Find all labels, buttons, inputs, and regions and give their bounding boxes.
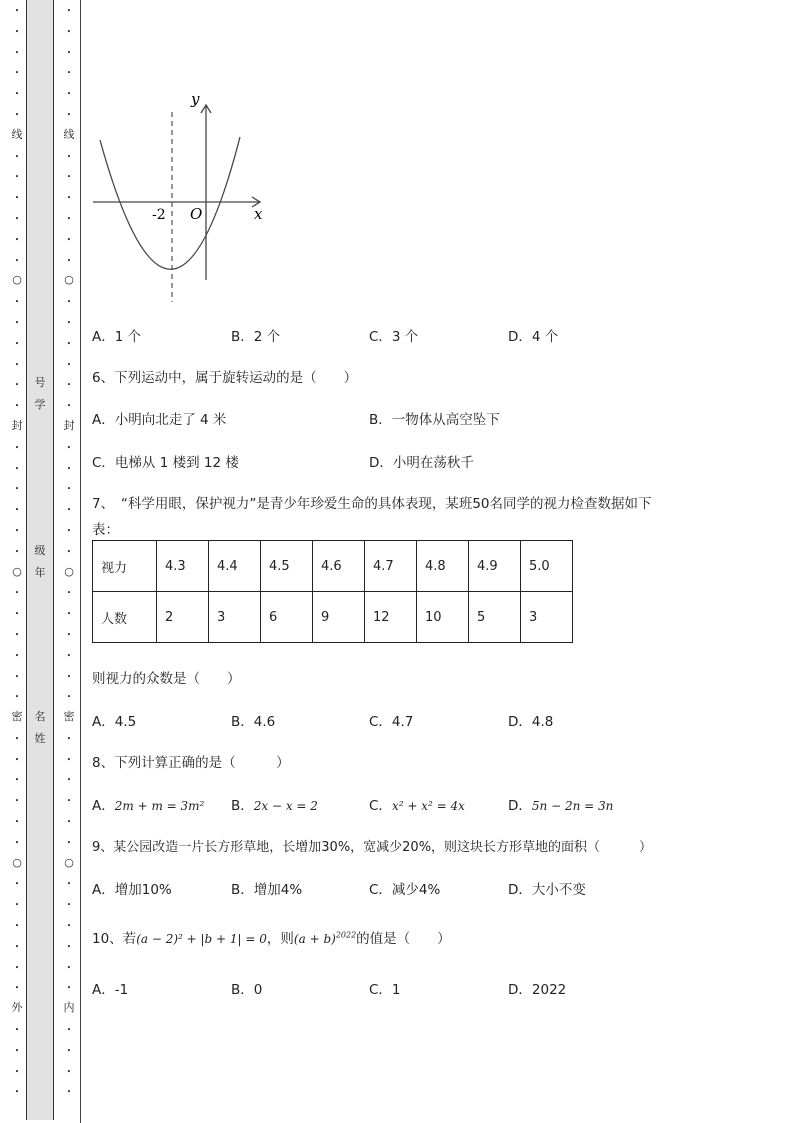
origin-label: O <box>190 205 203 223</box>
q5-option-d[interactable]: D．4 个 <box>508 329 559 345</box>
inner-mark-mi: 密 <box>63 710 75 724</box>
table-cell: 2 <box>157 592 209 643</box>
q9-option-c[interactable]: C．减少4% <box>369 882 441 898</box>
table-cell: 4.4 <box>209 541 261 592</box>
parabola-curve <box>100 137 240 269</box>
q10-option-c[interactable]: C．1 <box>369 982 401 998</box>
inner-mark-xian: 线 <box>63 127 75 141</box>
q10-stem-suffix: 的值是（ ） <box>356 931 451 947</box>
table-cell: 3 <box>521 592 573 643</box>
table-cell: 4.9 <box>469 541 521 592</box>
q8-expr-c: x² + x² = 4x <box>391 799 465 813</box>
x-axis-label: x <box>254 205 263 223</box>
q7-stem-line1: 7、 “科学用眼，保护视力”是青少年珍爱生命的具体表现，某班50名同学的视力检查数据如下 <box>92 496 652 512</box>
inner-mark-feng: 封 <box>63 418 75 432</box>
q8-option-a[interactable] <box>92 794 204 814</box>
table-cell: 4.3 <box>157 541 209 592</box>
outer-circle-mark <box>10 270 24 291</box>
margin-border-line <box>80 0 81 1123</box>
q7-option-c[interactable]: C．4.7 <box>369 714 414 730</box>
table-cell: 5 <box>469 592 521 643</box>
table-cell: 12 <box>365 592 417 643</box>
outer-mark-wai: 外 <box>11 1001 23 1015</box>
q10-stem-mid: ，则 <box>266 931 294 947</box>
q8-stem: 8、下列计算正确的是（ ） <box>92 755 290 771</box>
q8-expr-d: 5n − 2n = 3n <box>531 799 614 813</box>
q5-option-c[interactable]: C．3 个 <box>369 329 419 345</box>
q6-option-b[interactable]: B．一物体从高空坠下 <box>369 412 500 428</box>
table-row <box>93 592 573 643</box>
q8-expr-a: 2m + m = 3m² <box>114 799 205 813</box>
q8-option-b[interactable] <box>231 794 318 814</box>
table-cell: 3 <box>209 592 261 643</box>
inner-circle-mark <box>62 853 76 874</box>
q7-stem-line2: 表： <box>92 522 119 538</box>
q7-option-b[interactable]: B．4.6 <box>231 714 276 730</box>
vision-table <box>92 540 573 643</box>
table-cell: 4.6 <box>313 541 365 592</box>
option-letter: B． <box>231 798 254 814</box>
y-axis-label: y <box>191 90 200 108</box>
outer-mark-mi: 密 <box>11 710 23 724</box>
q10-stem <box>92 927 451 947</box>
strip-label-hao: 号 <box>34 376 46 389</box>
q6-option-d[interactable]: D．小明在荡秋千 <box>369 455 474 471</box>
tick-label-minus-2: -2 <box>152 207 166 223</box>
inner-mark-nei: 内 <box>63 1001 75 1015</box>
q5-option-b[interactable]: B．2 个 <box>231 329 281 345</box>
q6-stem: 6、下列运动中，属于旋转运动的是（ ） <box>92 370 358 386</box>
outer-mark-feng: 封 <box>11 418 23 432</box>
q6-option-a[interactable]: A．小明向北走了 4 米 <box>92 412 227 428</box>
table-cell: 4.7 <box>365 541 417 592</box>
q9-stem: 9、某公园改造一片长方形草地，长增加30%，宽减少20%，则这块长方形草地的面积（ ） <box>92 840 653 855</box>
q10-stem-prefix: 10、若 <box>92 931 137 947</box>
outer-circle-mark <box>10 853 24 874</box>
option-letter: D． <box>508 798 532 814</box>
inner-circle-mark <box>62 270 76 291</box>
q8-option-c[interactable] <box>369 794 465 814</box>
option-letter: C． <box>369 798 392 814</box>
inner-dot-column <box>62 0 76 1123</box>
table-cell: 10 <box>417 592 469 643</box>
q10-option-d[interactable]: D．2022 <box>508 982 567 998</box>
table-cell: 6 <box>261 592 313 643</box>
q10-option-b[interactable]: B．0 <box>231 982 263 998</box>
q6-option-c[interactable]: C．电梯从 1 楼到 12 楼 <box>92 455 239 471</box>
q9-option-d[interactable]: D．大小不变 <box>508 882 586 898</box>
q9-option-b[interactable]: B．增加4% <box>231 882 303 898</box>
q8-option-d[interactable] <box>508 794 613 814</box>
option-letter: A． <box>92 798 115 814</box>
student-info-strip <box>26 0 54 1120</box>
table-cell: 视力 <box>93 541 157 592</box>
strip-label-xing: 姓 <box>34 732 46 745</box>
q7-followup: 则视力的众数是（ ） <box>92 671 241 687</box>
strip-label-ji: 级 <box>34 544 46 557</box>
q10-expr-1: (a − 2)² + |b + 1| = 0 <box>136 932 267 946</box>
table-cell: 4.5 <box>261 541 313 592</box>
q7-option-a[interactable]: A．4.5 <box>92 714 137 730</box>
q10-expr-2-exponent: 2022 <box>335 930 357 940</box>
q9-option-a[interactable]: A．增加10% <box>92 882 172 898</box>
table-cell: 4.8 <box>417 541 469 592</box>
q7-option-d[interactable]: D．4.8 <box>508 714 554 730</box>
table-row <box>93 541 573 592</box>
inner-circle-mark <box>62 562 76 583</box>
q8-expr-b: 2x − x = 2 <box>253 799 318 813</box>
table-cell: 5.0 <box>521 541 573 592</box>
q10-expr-2: (a + b) <box>293 932 336 946</box>
outer-mark-xian: 线 <box>11 127 23 141</box>
q10-option-a[interactable]: A．-1 <box>92 982 129 998</box>
table-cell: 9 <box>313 592 365 643</box>
parabola-graph <box>88 90 268 305</box>
strip-label-xue: 学 <box>34 398 46 411</box>
table-cell: 人数 <box>93 592 157 643</box>
q5-option-a[interactable]: A．1 个 <box>92 329 142 345</box>
outer-dot-column <box>10 0 24 1123</box>
outer-circle-mark <box>10 562 24 583</box>
strip-label-ming: 名 <box>34 710 46 723</box>
strip-label-nian: 年 <box>34 566 46 579</box>
